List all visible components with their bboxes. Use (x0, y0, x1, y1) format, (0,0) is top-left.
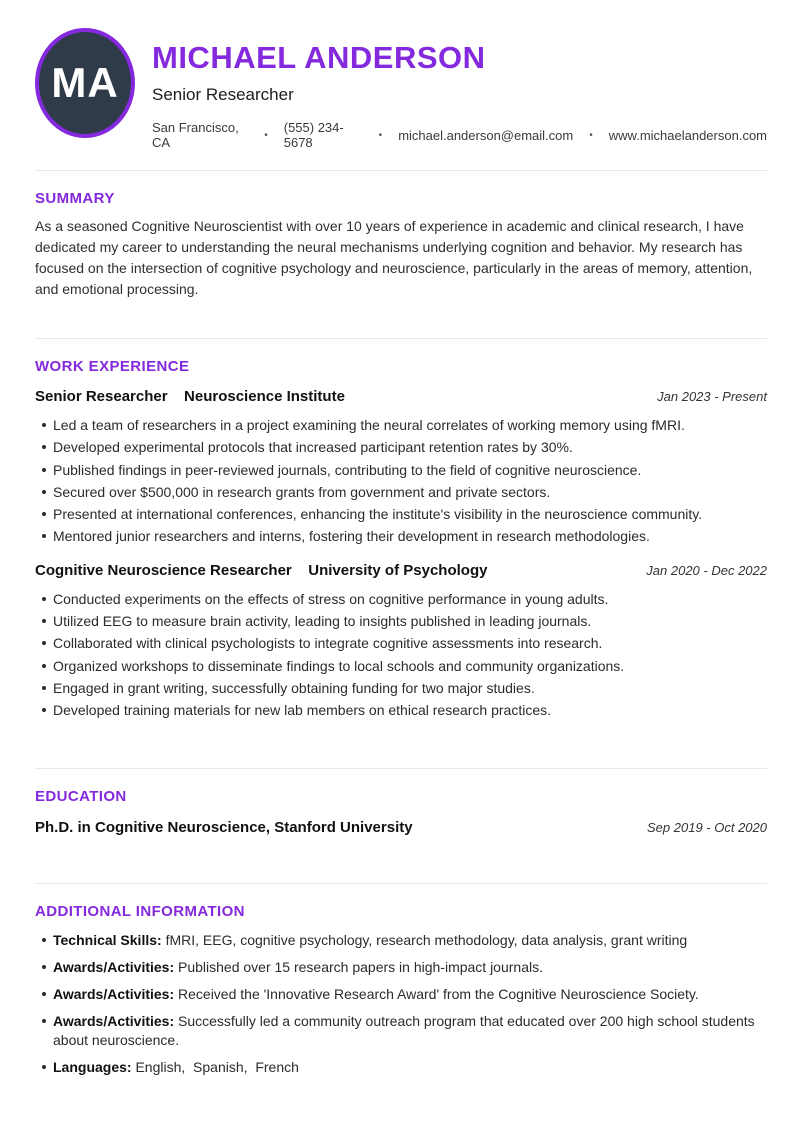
bullet-separator: • (378, 129, 383, 141)
avatar-initials: MA (51, 59, 119, 106)
summary-text: As a seasoned Cognitive Neuroscientist with over 10 years of experience in academic and clinical research, I have dedicated my career to understanding the neural mechanisms underlying cognition and behavior. My research has focused on the intersection of cognitive psychology and neuroscience, particularly in the areas of memory, attention, and emotional processing. (35, 218, 753, 297)
job-bullet-list (35, 588, 767, 722)
bullet-item: Mentored junior researchers and interns, fostering their development in research methodologies. (35, 525, 767, 547)
info-item (35, 985, 767, 1004)
bullet-separator: • (264, 129, 268, 141)
job-entry (35, 562, 767, 722)
bullet-item: Collaborated with clinical psychologists to integrate cognitive assessments into research. (35, 632, 767, 654)
info-item (35, 1058, 767, 1077)
info-label: Awards/Activities: (53, 1012, 175, 1029)
resume-header (35, 28, 767, 150)
info-text: Received the 'Innovative Research Award' from the Cognitive Neuroscience Society. (178, 985, 699, 1002)
info-text: English, Spanish, French (135, 1058, 299, 1075)
bullet-item: Published findings in peer-reviewed journals, contributing to the field of cognitive neuroscience. (35, 459, 767, 481)
header-text (152, 28, 767, 150)
job-company: Neuroscience Institute (184, 388, 345, 405)
section-additional-information (35, 884, 767, 1077)
job-header (35, 562, 767, 580)
info-text: fMRI, EEG, cognitive psychology, research methodology, data analysis, grant writing (165, 931, 688, 948)
bullet-item: Conducted experiments on the effects of stress on cognitive performance in young adults. (35, 588, 767, 610)
education-heading: EDUCATION (35, 787, 127, 805)
info-label: Awards/Activities: (53, 958, 175, 975)
info-text: Successfully led a community outreach program that educated over 200 high school students about neuroscience. (53, 1012, 759, 1048)
bullet-item: Organized workshops to disseminate findings to local schools and community organizations. (35, 655, 767, 677)
job-title: Cognitive Neuroscience Researcher (35, 561, 292, 579)
contact-website: www.michaelanderson.com (608, 127, 767, 143)
job-company: University of Psychology (308, 561, 488, 579)
job-dates: Jan 2023 - Present (657, 389, 767, 404)
bullet-item: Presented at international conferences, enhancing the institute's visibility in the neuroscience community. (35, 503, 767, 525)
work-experience-heading: WORK EXPERIENCE (35, 358, 190, 375)
section-education (35, 769, 767, 863)
info-text: Published over 15 research papers in high-impact journals. (178, 958, 543, 975)
additional-information-heading: ADDITIONAL INFORMATION (35, 902, 245, 920)
job-bullet-list (35, 414, 767, 548)
info-label: Technical Skills: (53, 931, 162, 948)
info-item (35, 1012, 767, 1050)
job-header (35, 388, 767, 406)
additional-info-list (35, 931, 767, 1077)
bullet-item: Secured over $500,000 in research grants from government and private sectors. (35, 481, 767, 503)
avatar (35, 28, 135, 138)
education-dates: Sep 2019 - Oct 2020 (647, 819, 767, 835)
contact-row (152, 120, 767, 150)
person-job-title: Senior Researcher (152, 85, 294, 104)
info-item (35, 958, 767, 977)
job-entry (35, 388, 767, 548)
contact-phone: (555) 234-5678 (283, 120, 344, 150)
job-title-company (35, 388, 345, 406)
bullet-item: Led a team of researchers in a project examining the neural correlates of working memory using fMRI. (35, 414, 767, 436)
job-title: Senior Researcher (35, 388, 168, 405)
bullet-item: Developed training materials for new lab members on ethical research practices. (35, 699, 767, 721)
education-entry (35, 819, 767, 836)
section-work-experience (35, 339, 767, 748)
education-degree: Ph.D. in Cognitive Neuroscience, Stanford University (35, 818, 413, 836)
contact-location: San Francisco, CA (152, 120, 239, 150)
bullet-separator: • (589, 129, 593, 141)
bullet-item: Utilized EEG to measure brain activity, leading to insights published in leading journals. (35, 610, 767, 632)
contact-email: michael.anderson@email.com (398, 127, 574, 143)
job-dates: Jan 2020 - Dec 2022 (646, 562, 767, 578)
bullet-item: Engaged in grant writing, successfully obtaining funding for two major studies. (35, 677, 767, 699)
info-item (35, 931, 767, 950)
info-label: Languages: (53, 1058, 132, 1075)
section-summary (35, 171, 767, 318)
job-title-company (35, 562, 487, 580)
bullet-item: Developed experimental protocols that increased participant retention rates by 30%. (35, 436, 767, 458)
summary-heading: SUMMARY (35, 190, 115, 207)
person-name: MICHAEL ANDERSON (152, 40, 486, 75)
info-label: Awards/Activities: (53, 985, 175, 1002)
